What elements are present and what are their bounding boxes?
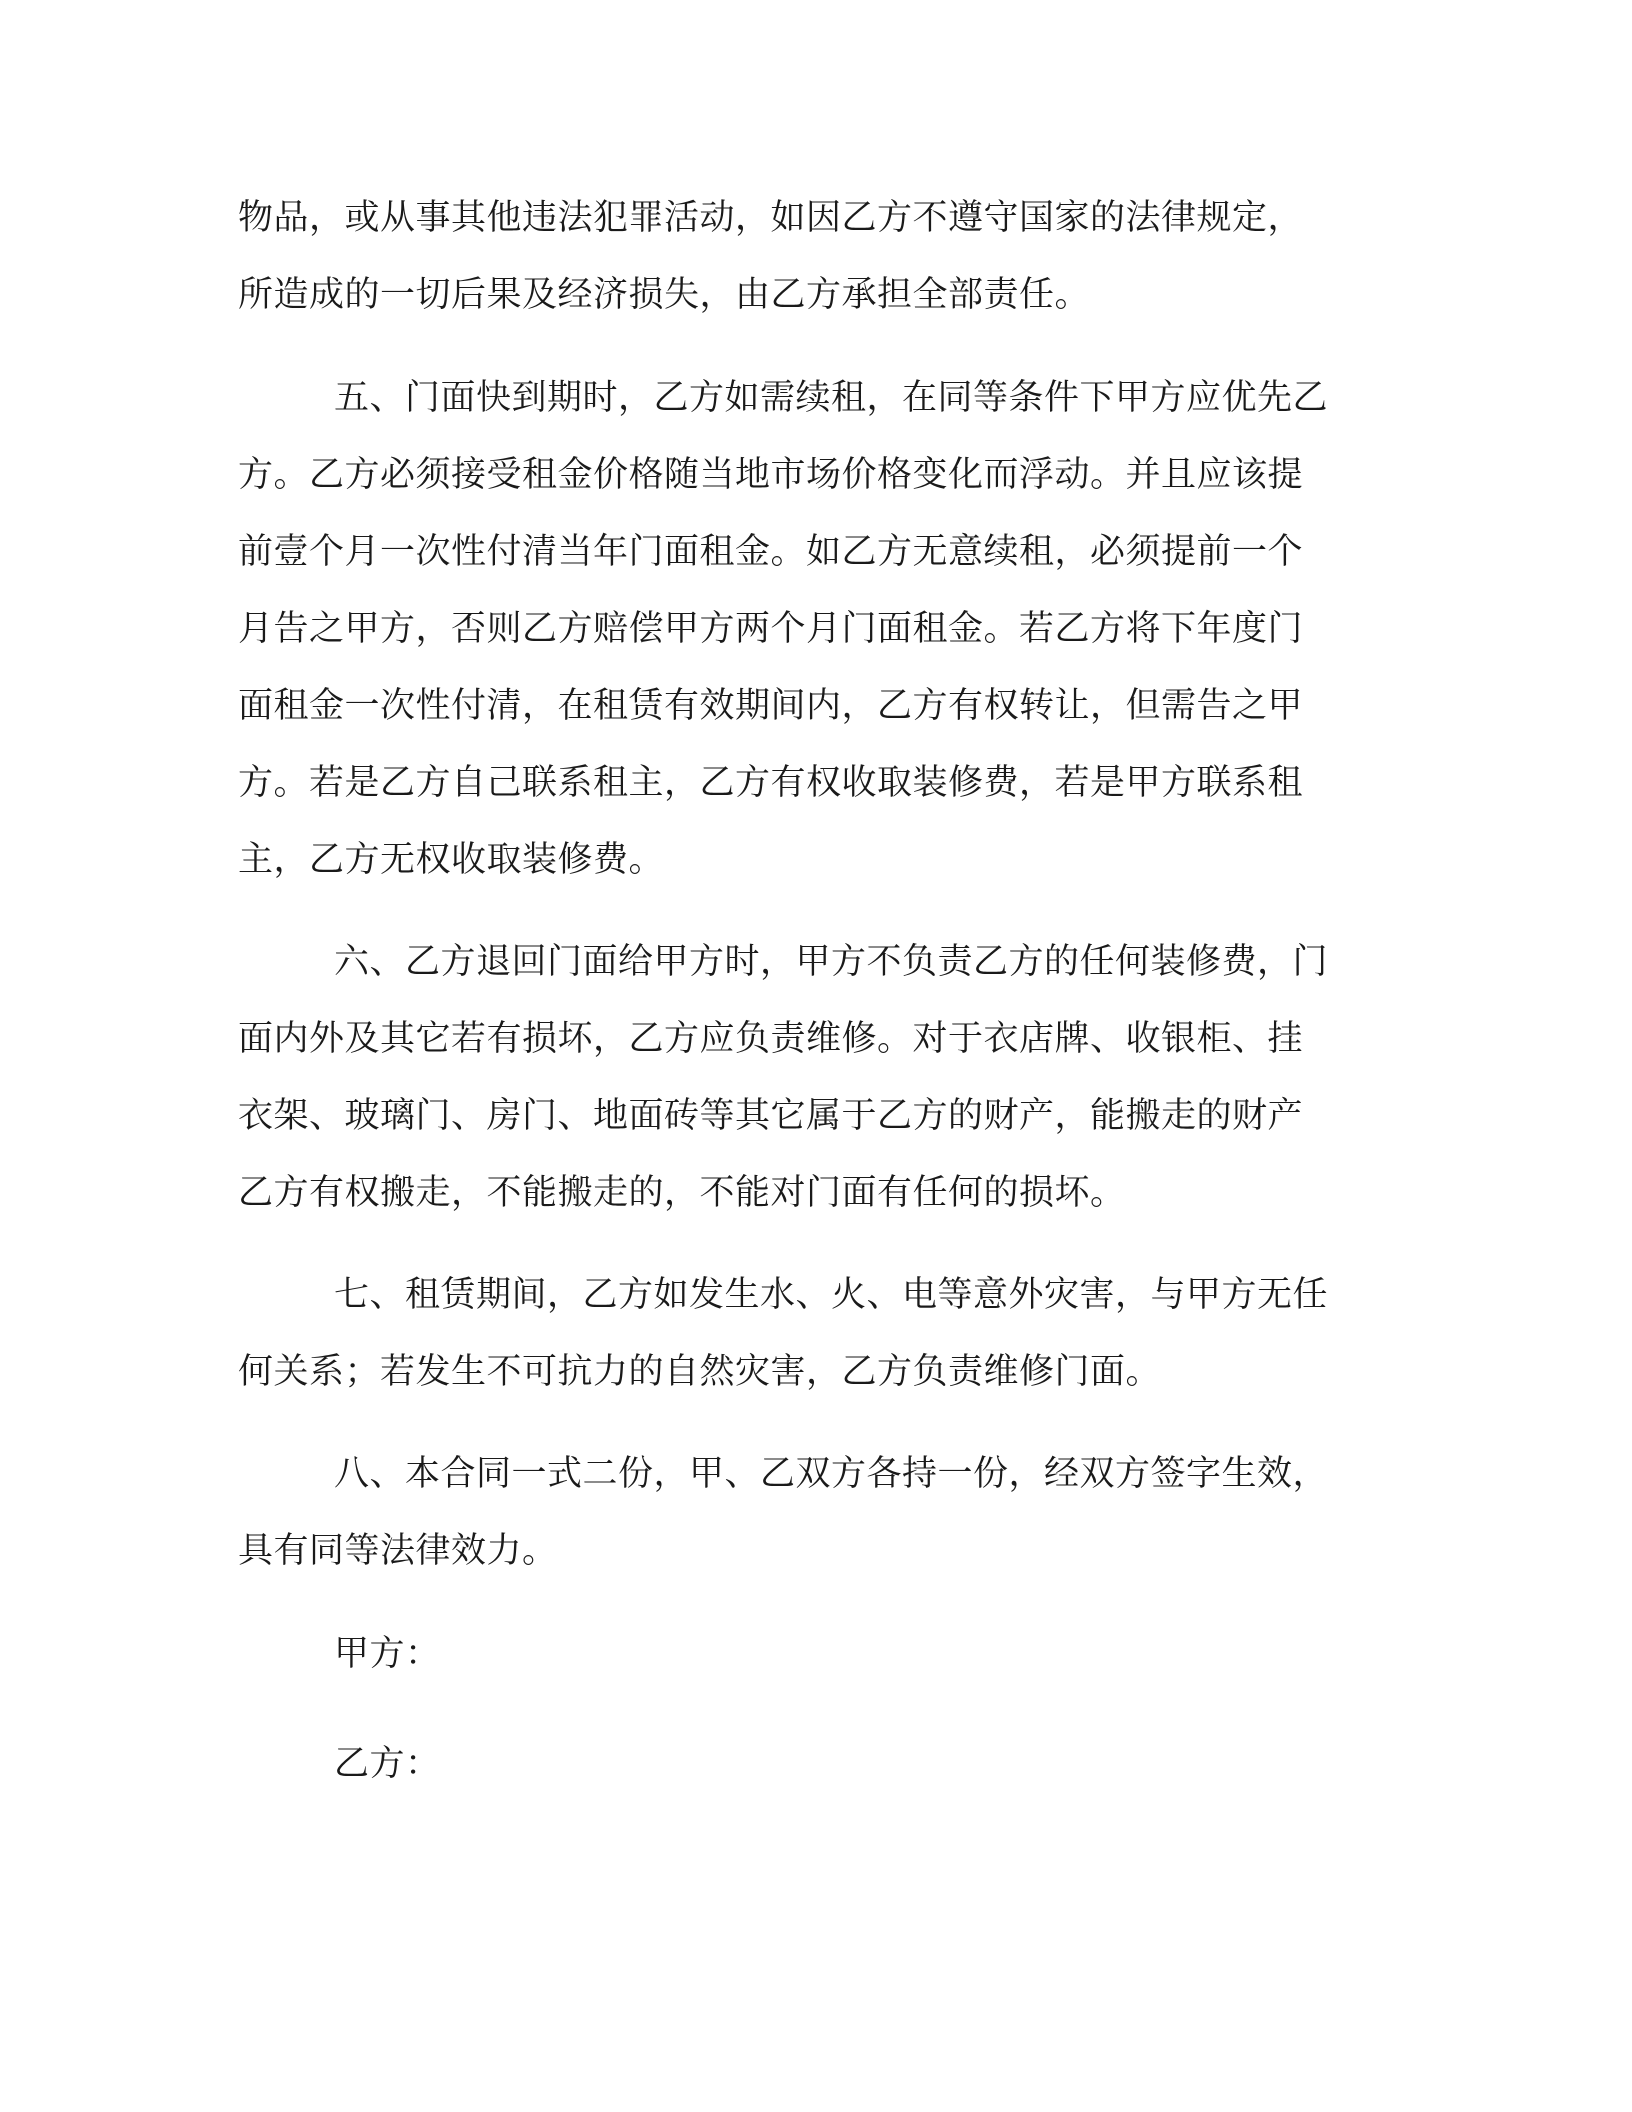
clause-8-line: 八、本合同一式二份，甲、乙双方各持一份，经双方签字生效， [334, 1454, 1329, 1494]
clause-6-line: 面内外及其它若有损坏，乙方应负责维修。对于衣店牌、收银柜、挂 [238, 1019, 1304, 1059]
clause-6-line: 衣架、玻璃门、房门、地面砖等其它属于乙方的财产，能搬走的财产 [238, 1096, 1304, 1136]
text-line: 所造成的一切后果及经济损失，由乙方承担全部责任。 [238, 275, 1091, 315]
clause-5-line: 方。若是乙方自己联系租主，乙方有权收取装修费，若是甲方联系租 [238, 763, 1304, 803]
clause-6-line: 乙方有权搬走，不能搬走的，不能对门面有任何的损坏。 [238, 1173, 1126, 1213]
clause-7-line: 何关系；若发生不可抗力的自然灾害，乙方负责维修门面。 [238, 1352, 1162, 1392]
clause-6-line: 六、乙方退回门面给甲方时，甲方不负责乙方的任何装修费，门 [334, 942, 1329, 982]
party-b-signature-label: 乙方： [334, 1744, 441, 1784]
clause-5-line: 方。乙方必须接受租金价格随当地市场价格变化而浮动。并且应该提 [238, 455, 1304, 495]
clause-5-line: 前壹个月一次性付清当年门面租金。如乙方无意续租，必须提前一个 [238, 532, 1304, 572]
clause-8-line: 具有同等法律效力。 [238, 1531, 558, 1571]
clause-5-line: 五、门面快到期时，乙方如需续租，在同等条件下甲方应优先乙 [334, 378, 1329, 418]
clause-5-line: 月告之甲方，否则乙方赔偿甲方两个月门面租金。若乙方将下年度门 [238, 609, 1304, 649]
clause-5-line: 主，乙方无权收取装修费。 [238, 840, 665, 880]
party-a-signature-label: 甲方： [334, 1634, 441, 1674]
clause-5-line: 面租金一次性付清，在租赁有效期间内，乙方有权转让，但需告之甲 [238, 686, 1304, 726]
text-line: 物品，或从事其他违法犯罪活动，如因乙方不遵守国家的法律规定， [238, 198, 1304, 238]
clause-7-line: 七、租赁期间，乙方如发生水、火、电等意外灾害，与甲方无任 [334, 1275, 1329, 1315]
